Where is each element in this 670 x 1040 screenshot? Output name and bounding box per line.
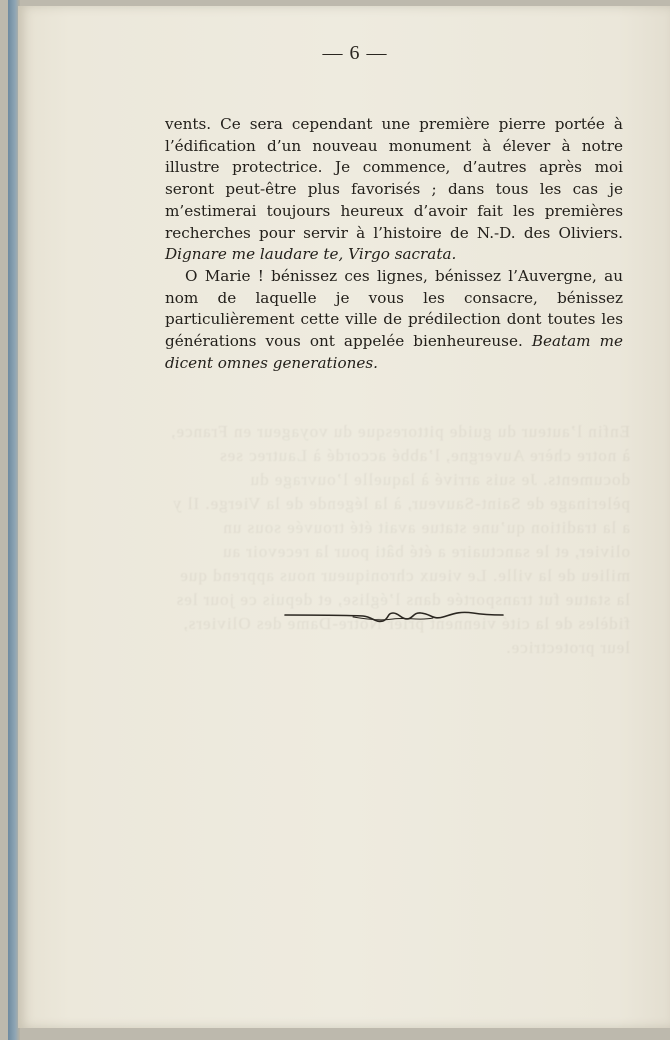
paragraph-2-latin-quote: Beatam me dicent omnes generationes. [165,332,623,372]
page-number: — 6 — [322,42,388,64]
body-text [165,114,623,374]
paragraph-2-text: O Marie ! bénissez ces lignes, bénissez l’Auvergne, au nom de laquelle je vous les consacre, bénissez particulièrement cette ville de prédilection dont toutes les générations vous ont appelée bienheureuse. [165,266,623,351]
ornamental-rule-icon [283,603,505,627]
paragraph-1-latin-quote: Dignare me laudare te, Virgo sacrata. [165,245,457,264]
paragraph-2 [165,266,623,375]
show-through-text: Enfin l’auteur du guide pittoresque du voyageur en France, à notre chère Auvergne, l’abbé accordé à Lautrec ses documents. Je suis arrivé à laquelle l’ouvrage du pèlerinage de Saint-Sauveur, à la légende de la Vierge. Il y a la tradition qu’une statue avait été trouvée sous un olivier, et le sanctuaire a été bâti pour la recevoir au milieu de la ville. Le vieux chroniqueur nous apprend que la statue fut transportée dans l’église, et depuis ce jour les fidèles de la cité viennent prier Notre-Dame des Oliviers, leur protectrice. [170,422,630,657]
paragraph-1-text: vents. Ce sera cependant une première pierre portée à l’édification d’un nouveau monument à élever à notre illustre protectrice. Je commence, d’autres après moi seront peut-être plus favorisés ; dans tous les cas je m’estimerai toujours heureux d’avoir fait les premières recherches pour servir à l’histoire de N.-D. des Oliviers. [165,115,623,242]
paragraph-1 [165,114,623,266]
